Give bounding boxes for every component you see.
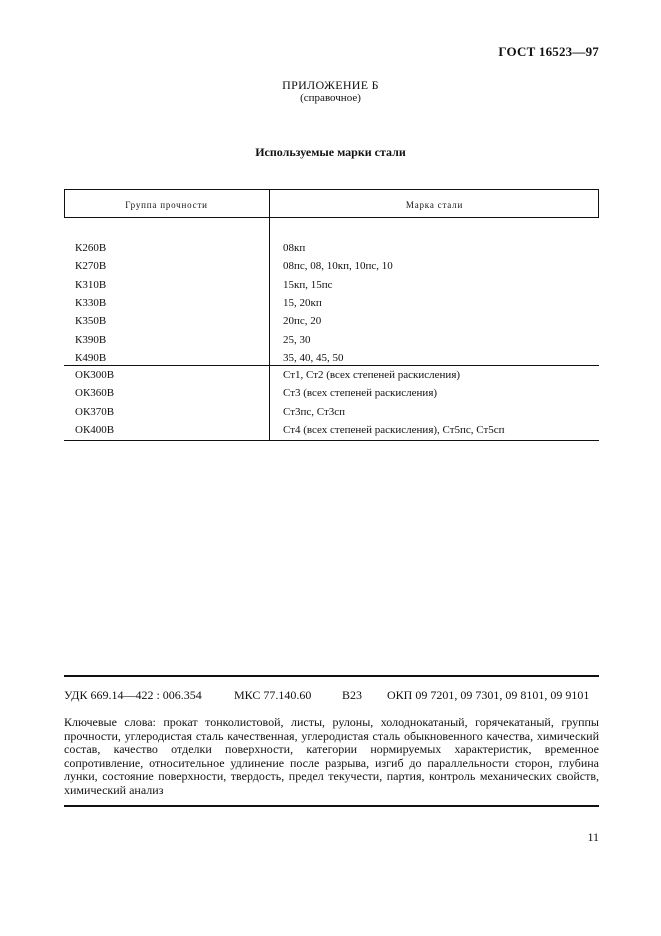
table-cell-strength-group: К350В (75, 315, 107, 328)
table-cell-steel-grade: 20пс, 20 (283, 315, 322, 328)
table-cell-steel-grade: 25, 30 (283, 333, 311, 346)
table-cell-steel-grade: Ст1, Ст2 (всех степеней раскисления) (283, 369, 461, 381)
table-header-border (64, 217, 599, 218)
table-cell-steel-grade: 15кп, 15пс (283, 278, 333, 291)
table-cell-strength-group: К270В (75, 260, 107, 273)
table-cell-strength-group: К310В (75, 278, 107, 291)
table-cell-steel-grade: Ст3пс, Ст3сп (283, 405, 346, 418)
column-header-strength-group: Группа прочности (125, 200, 208, 210)
document-code: ГОСТ 16523—97 (498, 44, 599, 59)
table-cell-strength-group: ОК400В (75, 423, 115, 436)
footer-top-rule (64, 675, 599, 677)
table-top-border (64, 189, 599, 190)
table-cell-strength-group: К490В (75, 351, 107, 364)
table-cell-steel-grade: Ст4 (всех степеней раскисления), Ст5пс, Ст5сп (283, 423, 505, 436)
table-cell-strength-group: К330В (75, 296, 107, 309)
table-cell-strength-group: К390В (75, 333, 107, 346)
page-number: 11 (587, 830, 599, 844)
mks-code: МКС 77.140.60 (234, 688, 312, 702)
appendix-title: ПРИЛОЖЕНИЕ Б (282, 78, 379, 92)
table-cell-steel-grade: 15, 20кп (283, 296, 322, 309)
udk-code: УДК 669.14—422 : 006.354 (64, 688, 202, 702)
footer-bottom-rule (64, 805, 599, 807)
table-title: Используемые марки стали (255, 145, 406, 159)
table-cell-strength-group: ОК300В (75, 369, 115, 381)
table-cell-strength-group: ОК370В (75, 405, 115, 418)
table-cell-steel-grade: 35, 40, 45, 50 (283, 351, 344, 364)
table-cell-steel-grade: Ст3 (всех степеней раскисления) (283, 387, 438, 400)
table-bottom-border (64, 440, 599, 441)
table-cell-steel-grade: 08пс, 08, 10кп, 10пс, 10 (283, 260, 393, 273)
group-code: В23 (342, 688, 363, 702)
okp-code: ОКП 09 7201, 09 7301, 09 8101, 09 9101 (387, 688, 590, 702)
keywords-paragraph: Ключевые слова: прокат тонколистовой, листы, рулоны, холоднокатаный, горячекатаный, группы прочности, углеродистая сталь качественная, углеродистая сталь обыкновенного качества, химический состав, качество отделки поверхности, категории нормируемых характеристик, временное сопротивление, относительное удлинение после разрыва, изгиб до параллельности сторон, глубина лунки, состояние поверхности, твердость, предел текучести, партия, контроль механических свойств, химический анализ (64, 715, 599, 797)
table-group-divider (64, 365, 599, 366)
appendix-subtitle: (справочное) (300, 92, 361, 104)
column-header-steel-grade: Марка стали (405, 200, 464, 210)
table-column-divider (269, 189, 270, 441)
table-cell-steel-grade: 08кп (283, 242, 306, 254)
steel-grades-table (64, 189, 599, 441)
table-cell-strength-group: К260В (75, 242, 107, 254)
table-cell-strength-group: ОК360В (75, 387, 115, 400)
